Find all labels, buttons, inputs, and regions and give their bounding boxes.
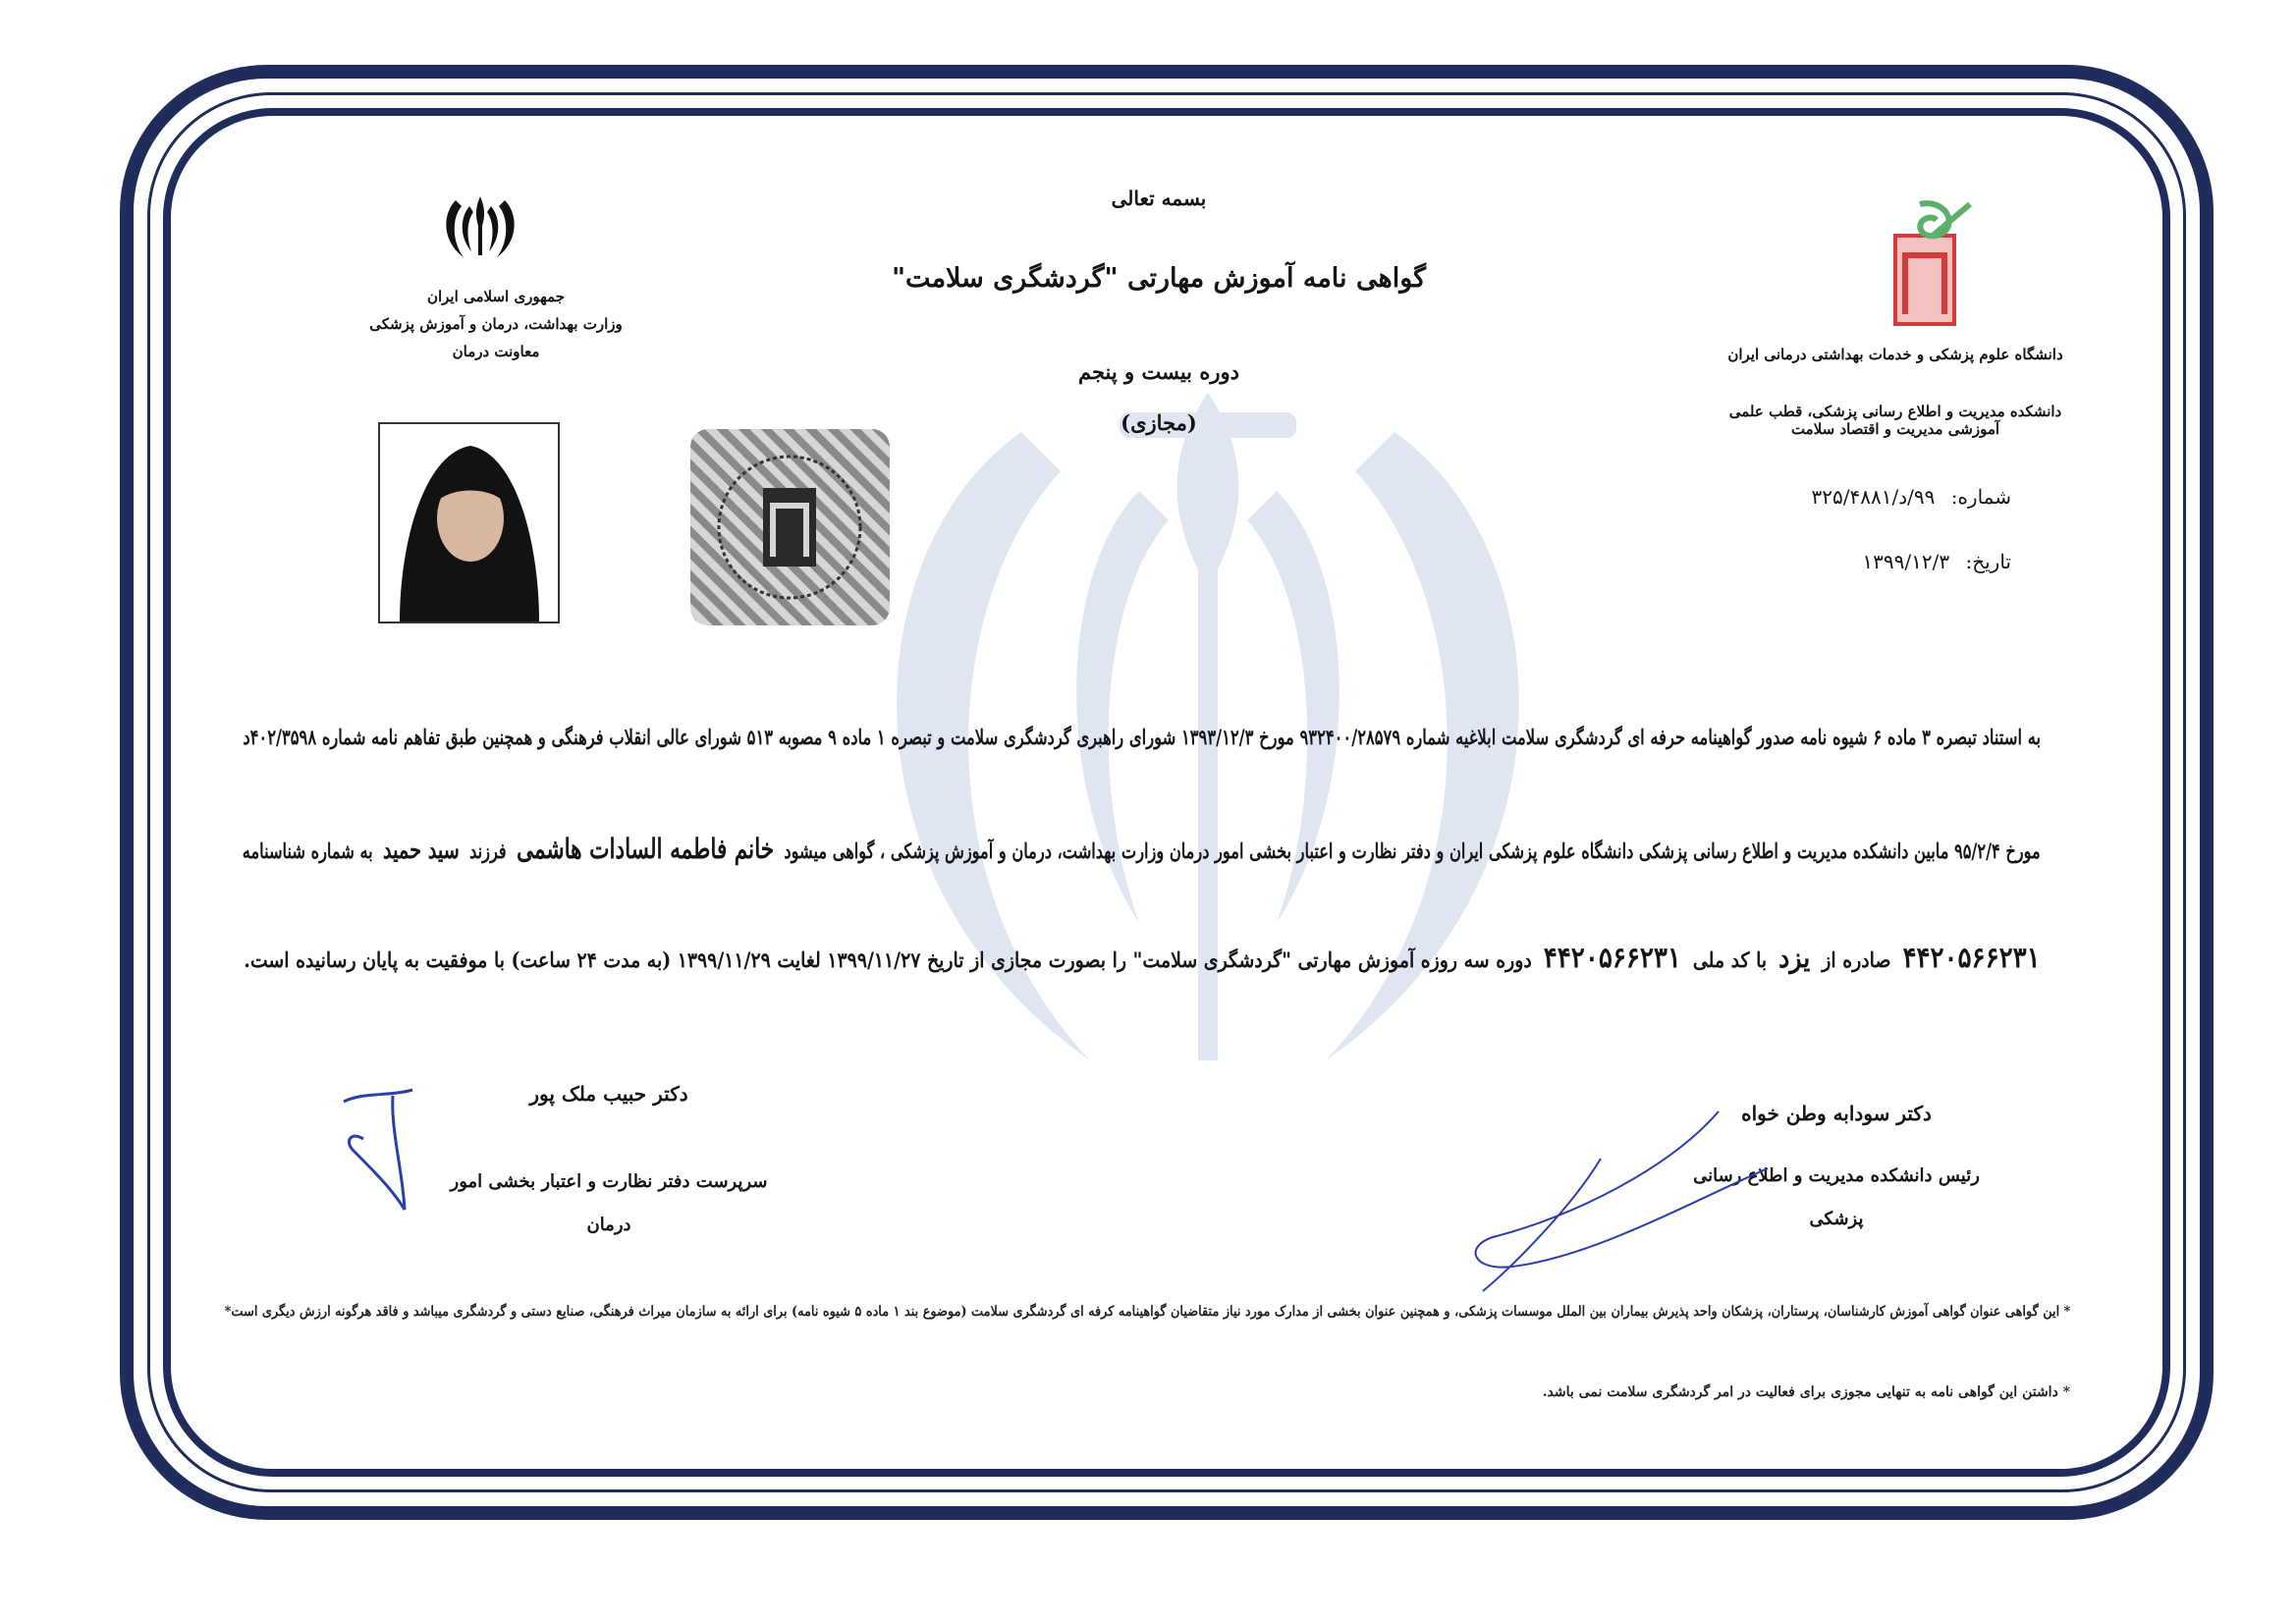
invocation-text: بسمه تعالی (1111, 187, 1207, 210)
body-line-3-b: با کد ملی (1693, 947, 1768, 972)
left-signatory-title: سرپرست دفتر نظارت و اعتبار بخشی امور درمان (450, 1171, 768, 1235)
hologram-logo-icon (690, 429, 890, 625)
letter-number-label: شماره: (1950, 485, 2011, 509)
body-line-2 (243, 833, 2041, 865)
right-signature-icon (1453, 1100, 1787, 1296)
footnote-1: * این گواهی عنوان گواهی آموزش کارشناسان، پرستاران، پزشکان واحد پذیرش بیماران بین الملل موسسات پزشکی، و همچنین عنوان بخشی از مدارک مورد نیاز متقاضیان گواهینامه کرفه ای گردشگری سلامت (موضوع بند ۱ ماده ۵ شیوه نامه) برای ارائه به سازمان میراث فرهنگی، صنایع دستی و گردشگری میباشد و فاقد هرگونه ارزش دیگری است* (224, 1304, 2070, 1320)
body-line-3-c: دوره سه روزه آموزش مهارتی "گردشگری سلامت" را بصورت مجازی از تاریخ ۱۳۹۹/۱۱/۲۷ لغایت ۱۳۹۹/۱۱/۲۹ (به مدت ۲۴ ساعت) با موفقیت به پایان رسانیده است. (244, 947, 1533, 972)
body-line-2-prefix: مورخ ۹۵/۲/۴ مابین دانشکده مدیریت و اطلاع رسانی پزشکی دانشگاه علوم پزشکی ایران و دفتر نظارت و اعتبار بخشی امور درمان وزارت بهداشت، درمان و آموزش پزشکی ، گواهی میشود (784, 839, 2041, 863)
left-signature-icon (334, 1082, 442, 1219)
letter-number (1812, 485, 2011, 509)
body-line-3 (245, 941, 2041, 974)
letter-date-label: تاریخ: (1965, 550, 2011, 573)
iran-emblem-icon (440, 192, 520, 261)
hologram-seal (690, 429, 890, 625)
body-line-3-a: صادره از (1822, 947, 1891, 972)
course-mode: (مجازی) (1121, 410, 1197, 435)
letter-number-value: ۹۹/د/۳۲۵/۴۸۸۱ (1811, 485, 1936, 509)
org-ministry: وزارت بهداشت، درمان و آموزش پزشکی (369, 315, 623, 333)
letter-date (1862, 550, 2011, 573)
left-signatory (442, 1072, 776, 1247)
recipient-photo (378, 422, 560, 623)
org-deputy: معاونت درمان (452, 343, 540, 360)
letter-date-value: ۱۳۹۹/۱۲/۳ (1862, 550, 1950, 573)
father-name: سید حمید (383, 836, 461, 864)
certificate-title: گواهی نامه آموزش مهارتی "گردشگری سلامت" (891, 263, 1426, 294)
footnote-2: * داشتن این گواهی نامه به تنهایی مجوزی برای فعالیت در امر گردشگری سلامت نمی باشد. (1542, 1384, 2070, 1400)
national-code: ۴۴۲۰۵۶۶۲۳۱ (1544, 941, 1682, 974)
id-number: ۴۴۲۰۵۶۶۲۳۱ (1902, 941, 2041, 974)
university-logo-icon (1876, 196, 1984, 334)
person-portrait-icon (380, 424, 558, 622)
right-signatory-title: رئیس دانشکده مدیریت و اطلاع رسانی پزشکی (1693, 1165, 1980, 1229)
recipient-name: خانم فاطمه السادات هاشمی (517, 833, 775, 865)
left-signatory-name: دکتر حبیب ملک پور (529, 1082, 688, 1106)
ministry-org-block (354, 283, 638, 365)
body-line-1: به استناد تبصره ۳ ماده ۶ شیوه نامه صدور گواهینامه حرفه ای گردشگری سلامت ابلاغیه شماره ۹۳۲۴۰۰/۲۸۵۷۹ مورخ ۱۳۹۳/۱۲/۳ شورای راهبری گردشگری سلامت و تبصره ۱ ماده ۹ مصوبه ۵۱۳ شورای عالی انقلاب فرهنگی و همچنین طبق تفاهم نامه شماره ۴۰۲/۳۵۹۸د (243, 725, 2041, 749)
school-name: دانشکده مدیریت و اطلاع رسانی پزشکی، قطب علمی آموزشی مدیریت و اقتصاد سلامت (1728, 403, 2062, 438)
right-signatory-name: دکتر سودابه وطن خواه (1741, 1102, 1932, 1125)
org-country: جمهوری اسلامی ایران (426, 288, 566, 305)
body-line-2-mid: فرزند (469, 839, 507, 863)
body-line-2-suffix: به شماره شناسنامه (243, 839, 373, 863)
course-round: دوره بیست و پنجم (1078, 359, 1239, 384)
university-name: دانشگاه علوم پزشکی و خدمات بهداشتی درمانی ایران (1727, 346, 2063, 363)
issue-city: یزد (1778, 942, 1811, 974)
